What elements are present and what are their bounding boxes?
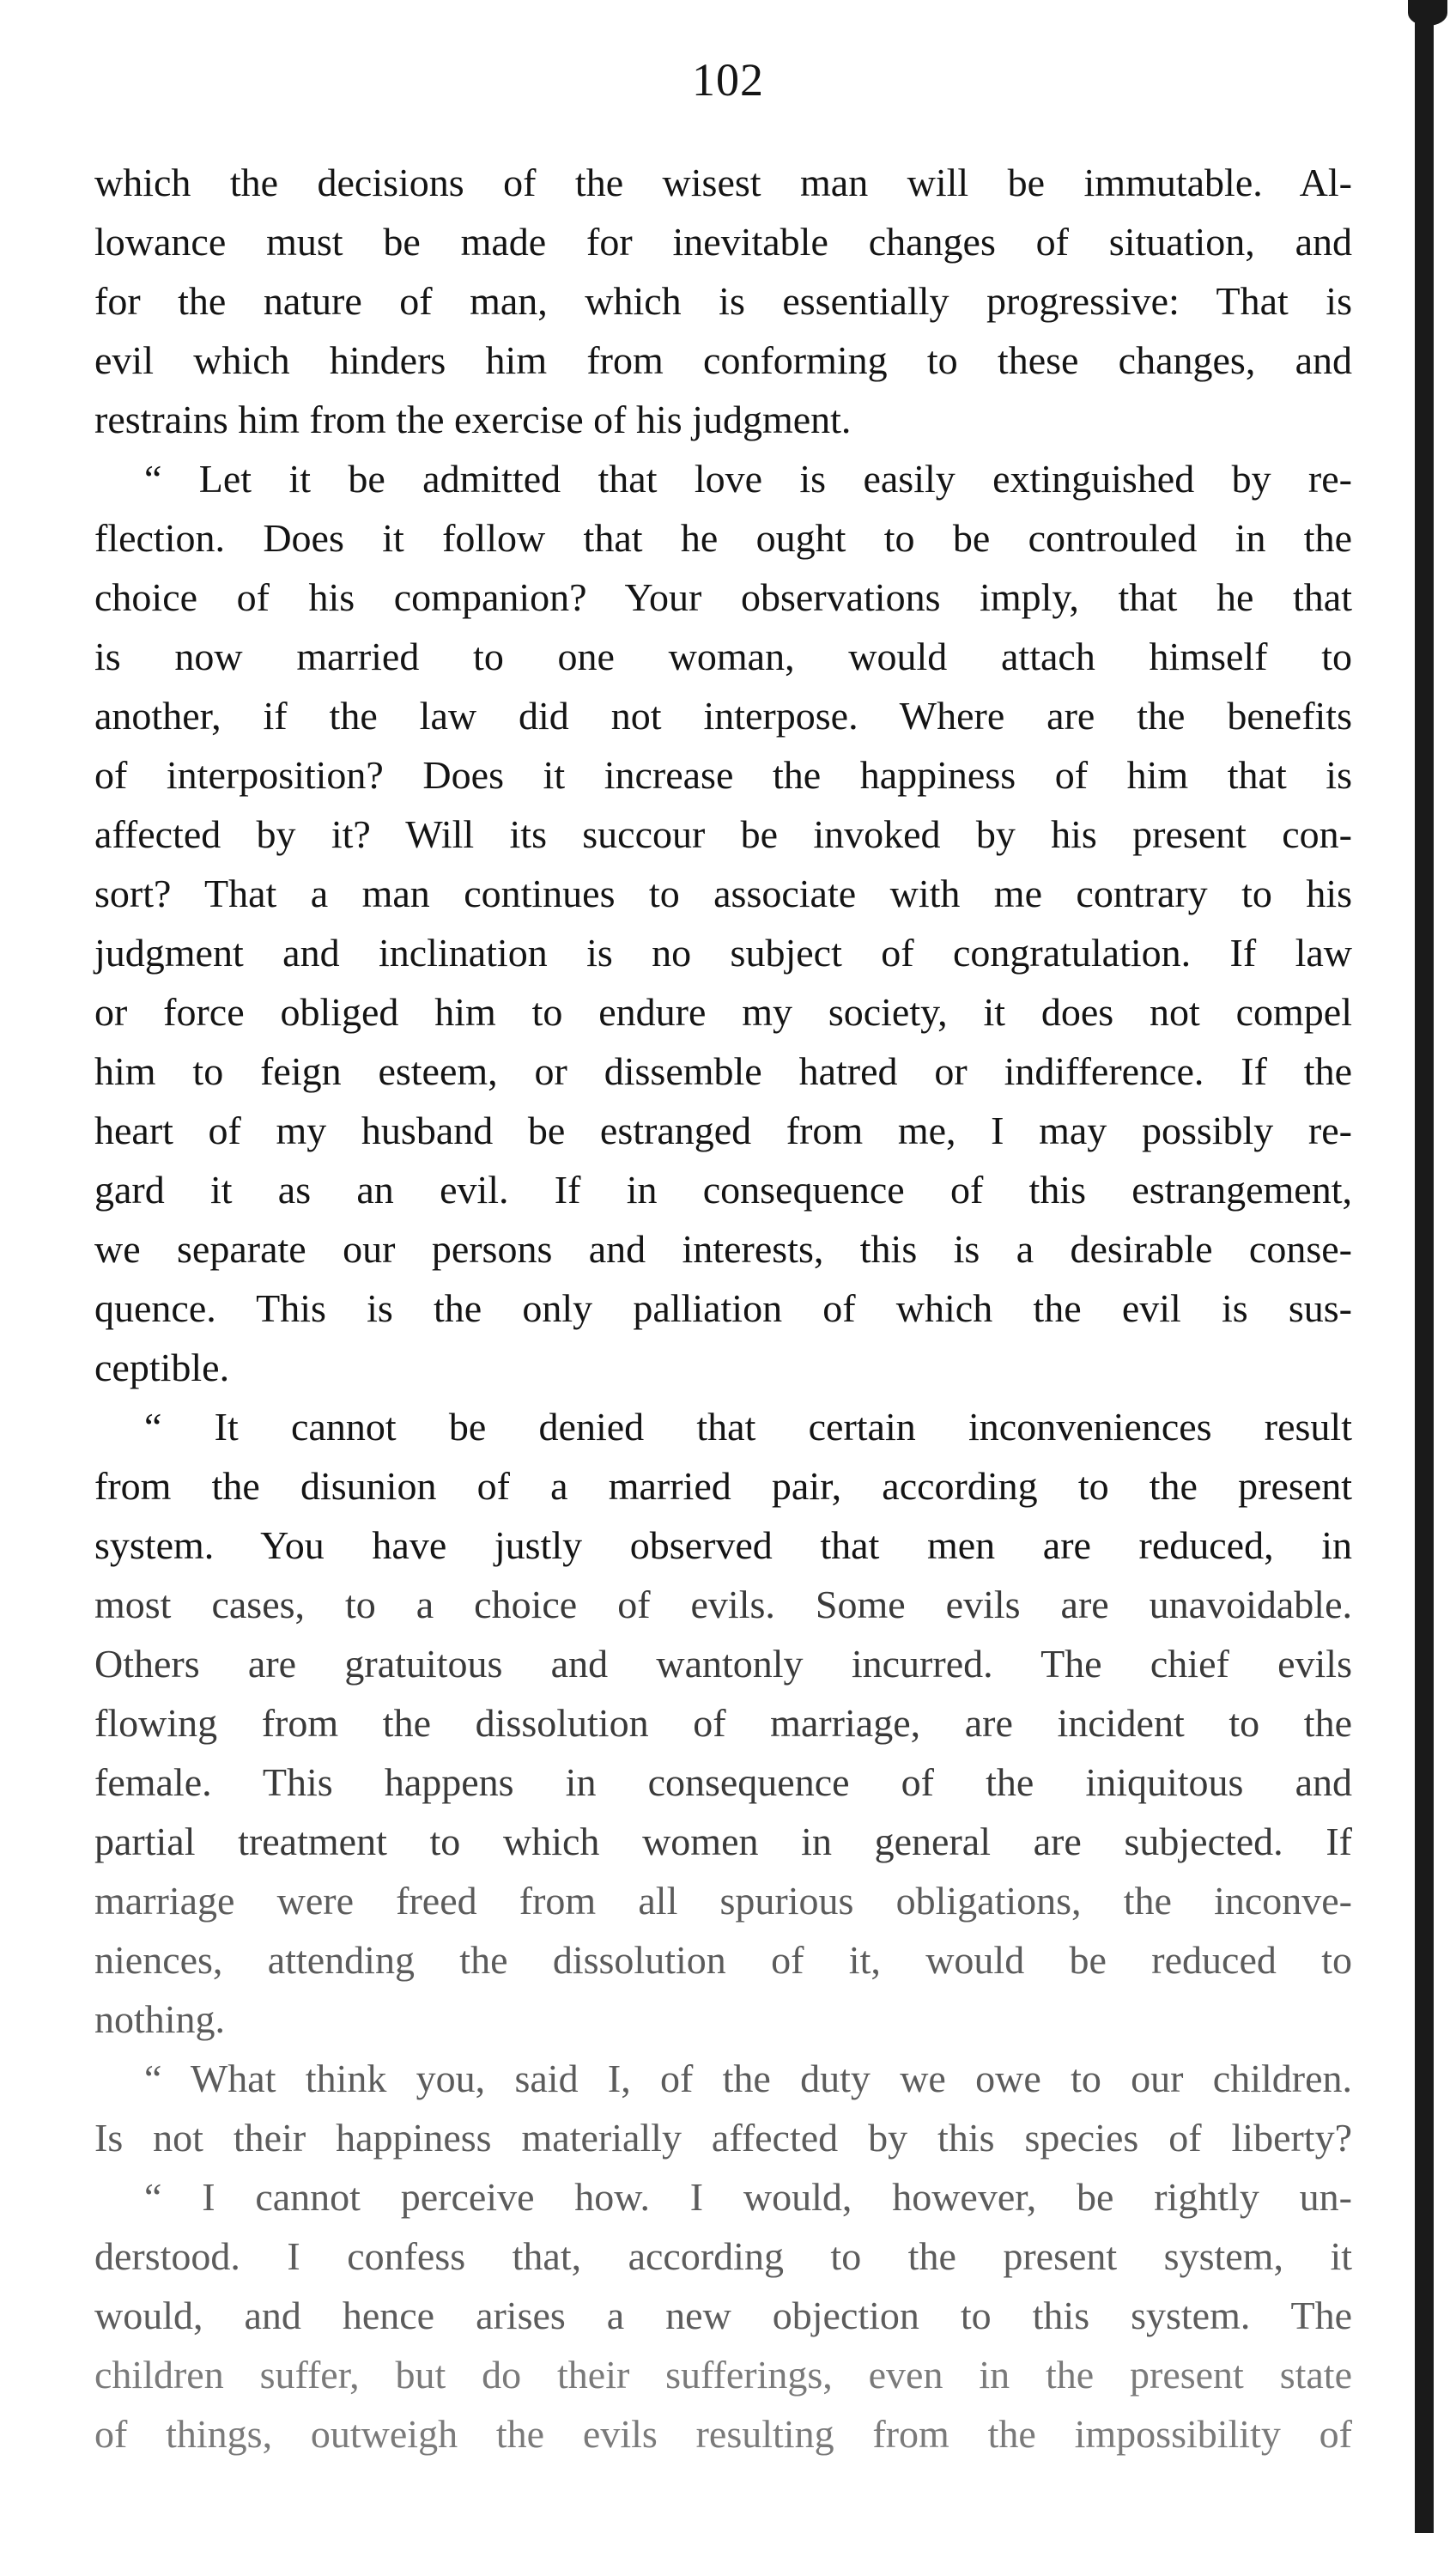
text-line: children suffer, but do their sufferings, even in the present state [94, 2353, 1352, 2397]
text-line: heart of my husband be estranged from me, I may possibly re- [94, 1109, 1352, 1152]
text-line: “ Let it be admitted that love is easily extinguished by re- [144, 457, 1352, 501]
text-line: “ I cannot perceive how. I would, however, be rightly un- [144, 2175, 1352, 2219]
text-line: marriage were freed from all spurious obligations, the inconve- [94, 1879, 1352, 1923]
text-line: which the decisions of the wisest man will be immutable. Al- [94, 161, 1352, 204]
text-line: for the nature of man, which is essentially progressive: That is [94, 279, 1352, 323]
text-line: from the disunion of a married pair, according to the present [94, 1464, 1352, 1508]
text-line: affected by it? Will its succour be invoked by his present con- [94, 812, 1352, 856]
body-text [94, 153, 1352, 2464]
text-line: quence. This is the only palliation of which the evil is sus- [94, 1286, 1352, 1330]
text-line: would, and hence arises a new objection to this system. The [94, 2293, 1352, 2337]
text-line: niences, attending the dissolution of it, would be reduced to [94, 1938, 1352, 1982]
text-line: Others are gratuitous and wantonly incurred. The chief evils [94, 1642, 1352, 1686]
text-line: another, if the law did not interpose. Where are the benefits [94, 694, 1352, 738]
text-line: gard it as an evil. If in consequence of this estrangement, [94, 1168, 1352, 1212]
text-line: is now married to one woman, would attach himself to [94, 635, 1352, 678]
page-edge-shadow [1415, 0, 1434, 2533]
text-line: Is not their happiness materially affected by this species of liberty? [94, 2116, 1352, 2160]
text-line: we separate our persons and interests, this is a desirable conse- [94, 1227, 1352, 1271]
page-number: 102 [692, 54, 764, 106]
text-line: female. This happens in consequence of the iniquitous and [94, 1760, 1352, 1804]
text-line: system. You have justly observed that men are reduced, in [94, 1523, 1352, 1567]
text-line: judgment and inclination is no subject of congratulation. If law [94, 931, 1352, 975]
text-line: restrains him from the exercise of his judgment. [94, 398, 852, 441]
text-line: flowing from the dissolution of marriage, are incident to the [94, 1701, 1352, 1745]
text-line: “ It cannot be denied that certain inconveniences result [144, 1405, 1352, 1449]
text-line: of interposition? Does it increase the happiness of him that is [94, 753, 1352, 797]
text-line: choice of his companion? Your observations imply, that he that [94, 575, 1352, 619]
text-line: ceptible. [94, 1346, 230, 1389]
text-line: sort? That a man continues to associate with me contrary to his [94, 872, 1352, 915]
text-line: nothing. [94, 1997, 226, 2041]
text-line: him to feign esteem, or dissemble hatred or indifference. If the [94, 1049, 1352, 1093]
text-line: most cases, to a choice of evils. Some evils are unavoidable. [94, 1583, 1352, 1626]
text-line: partial treatment to which women in general are subjected. If [94, 1820, 1352, 1863]
text-line: lowance must be made for inevitable changes of situation, and [94, 220, 1352, 264]
text-line: or force obliged him to endure my society, it does not compel [94, 990, 1352, 1034]
text-line: flection. Does it follow that he ought to be controuled in the [94, 516, 1352, 560]
text-line: evil which hinders him from conforming to these changes, and [94, 338, 1352, 382]
text-line: “ What think you, said I, of the duty we owe to our children. [144, 2057, 1352, 2100]
text-line: of things, outweigh the evils resulting from the impossibility of [94, 2412, 1352, 2456]
text-line: derstood. I confess that, according to the present system, it [94, 2234, 1352, 2278]
